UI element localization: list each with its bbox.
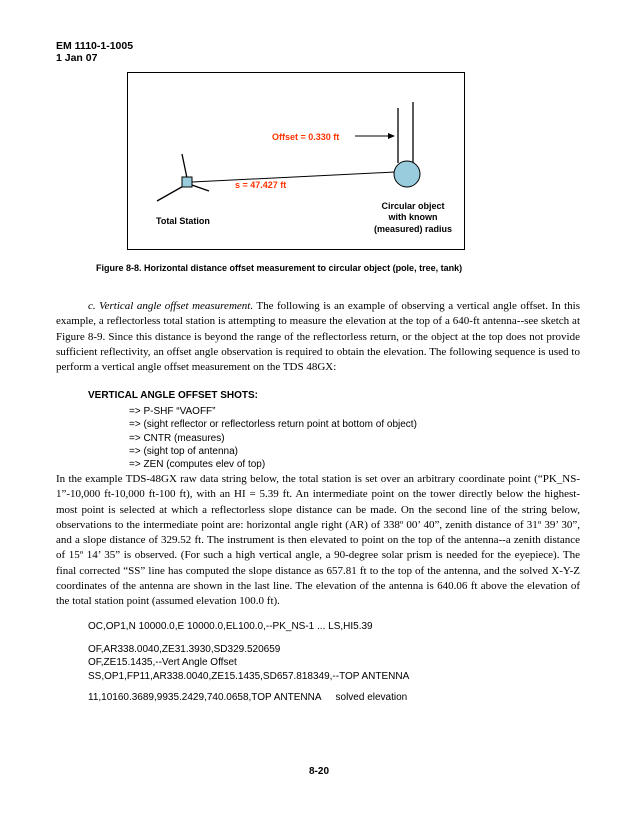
solved-coordinates: 11,10160.3689,9935.2429,740.0658,TOP ANTENNA xyxy=(88,692,322,703)
shots-list xyxy=(129,405,417,471)
paragraph-c xyxy=(56,299,580,375)
raw-line: OF,AR338.0040,ZE31.3930,SD329.520659 xyxy=(88,644,281,655)
paragraph-c-body: The following is an example of observing a vertical angle offset. In this example, a reflectorless total station is attempting to measure the elevation at the top of a 640-ft antenna--see sketch at Figure 8-9. Since this distance is beyond the range of the reflectorless return, or the object at the top does not provide sufficient reflectivity, an offset angle observation is required to obtain the elevation. The following sequence is used to perform a vertical angle offset measurement on the TDS 48GX: xyxy=(56,300,580,374)
solved-line xyxy=(88,691,407,704)
list-item: => (sight reflector or reflectorless return point at bottom of object) xyxy=(129,419,417,431)
raw-line: OF,ZE15.1435,--Vert Angle Offset xyxy=(88,657,237,669)
slope-distance-label: s = 47.427 ft xyxy=(235,180,287,190)
raw-string-group xyxy=(88,643,409,683)
example-paragraph-text: In the example TDS-48GX raw data string below, the total station is set over an arbitrary coordinate point (“PK_NS-1”-10,000 ft-10,000 ft-100 ft), with an HI = 5.39 ft. An intermediate point on the tower directly below the highest-most point is selected at which a reflectorless slope distance can be made. On the second line of the string below, observations to the intermediate point are: horizontal angle right (AR) of 338º 00’ 40”, zenith distance of 31º 39’ 30”, and a slope distance of 329.52 ft. The instrument is then elevated to point on the top of the antenna--a zenith distance of 15º 14’ 35” is observed. (For such a high vertical angle, a 90-degree solar prism is needed for the eyepiece). The final corrected “SS” line has computed the slope distance as 657.81 ft to the top of the antenna, and the solved X-Y-Z coordinates of the antenna are shown in the last line. The elevation of the antenna is 640.06 ft above the elevation of the total station point (assumed elevation 100.0 ft). xyxy=(56,473,580,608)
raw-line: OC,OP1,N 10000.0,E 10000.0,EL100.0,--PK_NS-1 ... LS,HI5.39 xyxy=(88,621,373,632)
object-label-line-2: with known xyxy=(388,212,438,222)
offset-figure xyxy=(127,72,465,250)
figure-caption: Figure 8-8. Horizontal distance offset measurement to circular object (pole, tree, tank) xyxy=(96,263,463,273)
object-label-line-3: (measured) radius xyxy=(373,224,453,234)
list-item: => (sight top of antenna) xyxy=(129,445,238,457)
document-date: 1 Jan 07 xyxy=(56,52,98,64)
list-item: => P-SHF “VAOFF” xyxy=(129,406,216,417)
object-label-line-1: Circular object xyxy=(381,201,445,211)
solved-note: solved elevation xyxy=(335,692,408,703)
paragraph-c-heading: c. Vertical angle offset measurement. xyxy=(88,300,254,312)
total-station-icon xyxy=(157,154,209,201)
circular-object-icon xyxy=(394,102,420,187)
document-number: EM 1110-1-1005 xyxy=(56,40,134,52)
list-item: => ZEN (computes elev of top) xyxy=(129,459,266,471)
raw-line: SS,OP1,FP11,AR338.0040,ZE15.1435,SD657.818349,--TOP ANTENNA xyxy=(88,670,410,682)
raw-string-line-1 xyxy=(88,620,373,633)
shots-heading: VERTICAL ANGLE OFFSET SHOTS: xyxy=(88,390,259,401)
page-number: 8-20 xyxy=(308,766,329,777)
example-paragraph xyxy=(56,472,580,610)
sight-line xyxy=(192,172,395,182)
offset-label: Offset = 0.330 ft xyxy=(272,132,340,142)
total-station-label: Total Station xyxy=(156,216,210,226)
offset-arrow xyxy=(355,133,395,139)
list-item: => CNTR (measures) xyxy=(129,432,225,444)
